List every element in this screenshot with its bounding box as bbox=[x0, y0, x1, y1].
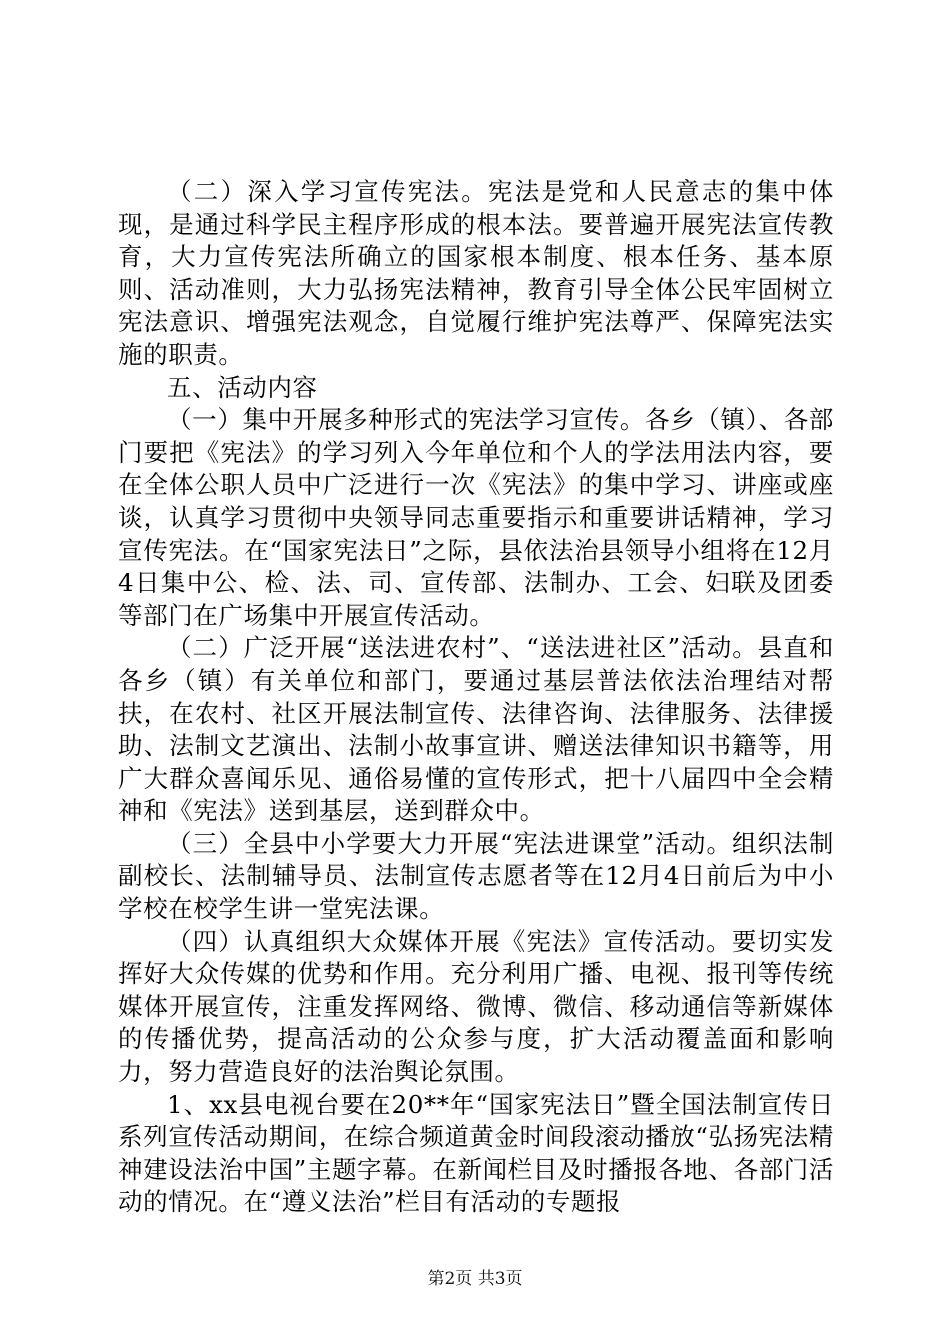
paragraph-activity-2: （二）广泛开展“送法进农村”、“送法进社区”活动。县直和各乡（镇）有关单位和部门，要通过基层普法依法治理结对帮扶，在农村、社区开展法制宣传、法律咨询、法律服务、法律援助、法制文艺演出、法制小故事宣讲、赠送法律知识书籍等，用广大群众喜闻乐见、通俗易懂的宣传形式，把十八届四中全会精神和《宪法》送到基层，送到群众中。 bbox=[118, 633, 834, 826]
page-footer: 第2页 共3页 bbox=[427, 1269, 523, 1289]
paragraph-activity-3: （三）全县中小学要大力开展“宪法进课堂”活动。组织法制副校长、法制辅导员、法制宣传志愿者等在12月4日前后为中小学校在校学生讲一堂宪法课。 bbox=[118, 828, 834, 924]
paragraph-activity-4: （四）认真组织大众媒体开展《宪法》宣传活动。要切实发挥好大众传媒的优势和作用。充分利用广播、电视、报刊等传统媒体开展宣传，注重发挥网络、微博、微信、移动通信等新媒体的传播优势，提高活动的公众参与度，扩大活动覆盖面和影响力，努力营造良好的法治舆论氛围。 bbox=[118, 926, 834, 1087]
section-heading-activity-content: 五、活动内容 bbox=[167, 372, 318, 402]
paragraph-study-constitution: （二）深入学习宣传宪法。宪法是党和人民意志的集中体现，是通过科学民主程序形成的根本法。要普遍开展宪法宣传教育，大力宣传宪法所确立的国家根本制度、根本任务、基本原则、活动准则，大力弘扬宪法精神，教育引导全体公民牢固树立宪法意识、增强宪法观念，自觉履行维护宪法尊严、保障宪法实施的职责。 bbox=[118, 177, 834, 369]
document-body bbox=[118, 176, 834, 1219]
paragraph-activity-1: （一）集中开展多种形式的宪法学习宣传。各乡（镇）、各部门要把《宪法》的学习列入今年单位和个人的学法用法内容，要在全体公职人员中广泛进行一次《宪法》的集中学习、讲座或座谈，认真学习贯彻中央领导同志重要指示和重要讲话精神，学习宣传宪法。在“国家宪法日”之际，县依法治县领导小组将在12月4日集中公、检、法、司、宣传部、法制办、工会、妇联及团委等部门在广场集中开展宣传活动。 bbox=[118, 405, 834, 630]
paragraph-tv-station: 1、xx县电视台要在20**年“国家宪法日”暨全国法制宣传日系列宣传活动期间，在综合频道黄金时间段滚动播放“弘扬宪法精神建设法治中国”主题字幕。在新闻栏目及时播报各地、各部门活动的情况。在“遵义法治”栏目有活动的专题报 bbox=[118, 1089, 834, 1217]
